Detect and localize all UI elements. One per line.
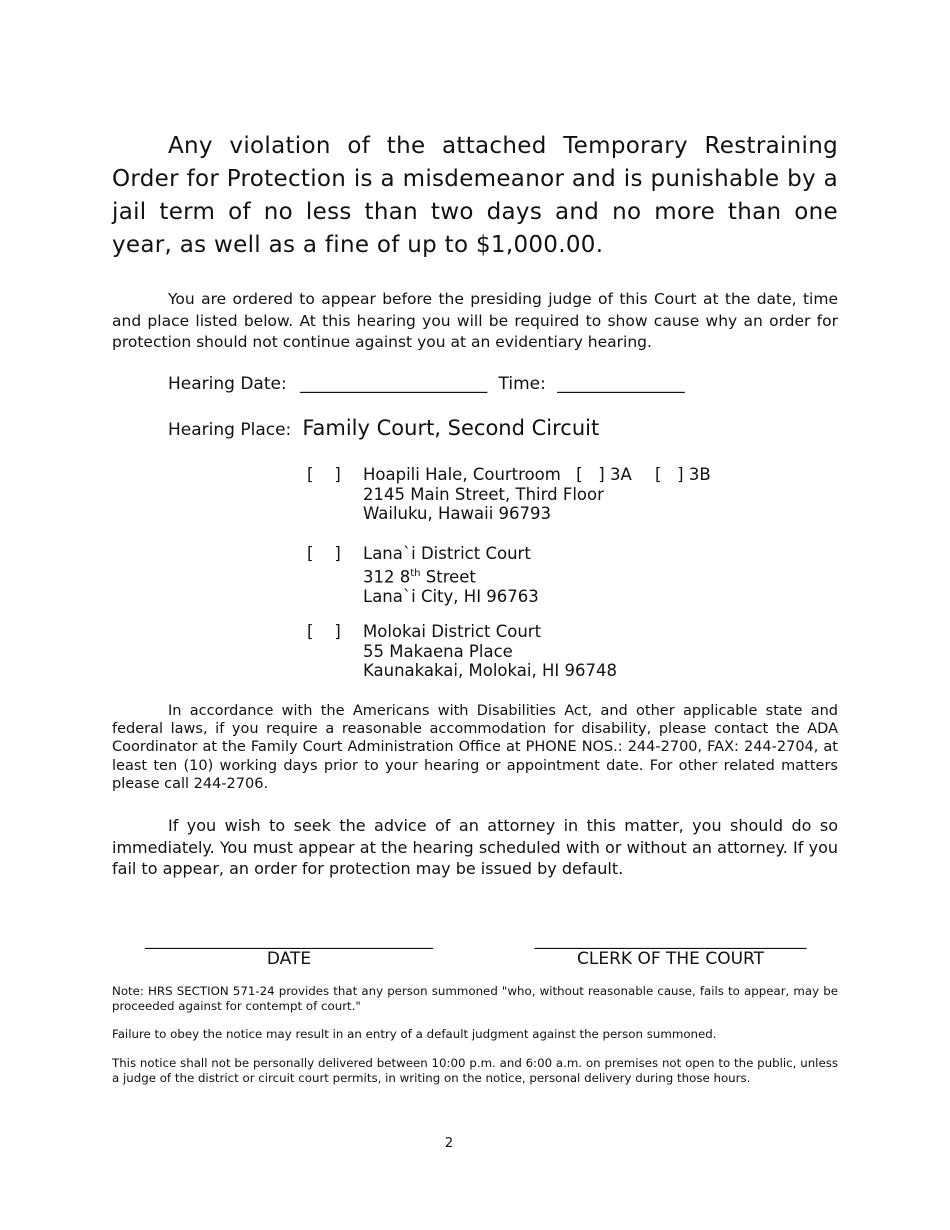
order-to-appear-paragraph: You are ordered to appear before the presiding judge of this Court at the date, time and place listed below. At this hearing you will be required to show cause why an order for protection should not continue against you at an evidentiary hearing. (112, 290, 838, 351)
date-signature-block (112, 930, 466, 969)
location-checkbox: [ ] (307, 544, 341, 563)
note-delivery-hours: This notice shall not be personally delivered between 10:00 p.m. and 6:00 a.m. on premises not open to the public, unless a judge of the district or circuit court permits, in writing on the notice, personal delivery during those hours. (112, 1056, 838, 1085)
hearing-place-row (168, 416, 599, 440)
note-default-judgment: Failure to obey the notice may result in an entry of a default judgment against the person summoned. (112, 1027, 717, 1041)
location-name: Molokai District Court (363, 622, 542, 641)
date-signature-line: ____________________________________ (145, 930, 433, 949)
hearing-place-value: Family Court, Second Circuit (302, 416, 600, 440)
hearing-time-label: Time: (498, 374, 546, 394)
location-name: Lana`i District Court (363, 544, 531, 563)
clerk-signature-block (503, 930, 838, 969)
warning-paragraph: Any violation of the attached Temporary Restraining Order for Protection is a misdemeanor and is punishable by a jail term of no less than two days and no more than one year, as well as a fine of up to $1,000.00. (112, 133, 838, 258)
clerk-signature-line: __________________________________ (534, 930, 807, 949)
location-address-line: 2145 Main Street, Third Floor (363, 484, 604, 504)
page-number: 2 (444, 1136, 454, 1151)
location-name: Hoapili Hale, Courtroom (363, 465, 561, 484)
hearing-date-row (168, 374, 685, 394)
location-city-line: Lana`i City, HI 96763 (363, 586, 539, 606)
hearing-place-label: Hearing Place: (168, 420, 292, 440)
location-address-line: 312 8th Street (363, 567, 476, 586)
hearing-date-blank: ______________________ (300, 374, 488, 394)
location-checkbox: [ ] (307, 622, 341, 641)
note-hrs-section: Note: HRS SECTION 571-24 provides that any person summoned "who, without reasonable cause, fails to appear, may be proceeded against for contempt of court." (112, 984, 838, 1013)
location-city-line: Kaunakakai, Molokai, HI 96748 (363, 661, 617, 680)
courtroom-3b-option: [ ] 3B (654, 465, 711, 484)
attorney-advice-paragraph: If you wish to seek the advice of an attorney in this matter, you should do so immediately. You must appear at the hearing scheduled with or without an attorney. If you fail to appear, an order for protection may be issued by default. (112, 816, 838, 878)
clerk-caption: CLERK OF THE COURT (577, 949, 764, 969)
hearing-time-blank: _______________ (557, 374, 685, 394)
hearing-date-label: Hearing Date: (168, 374, 287, 394)
location-address-line: 55 Makaena Place (363, 641, 513, 661)
location-city-line: Wailuku, Hawaii 96793 (363, 504, 552, 523)
date-caption: DATE (266, 949, 312, 969)
location-checkbox: [ ] (307, 465, 341, 484)
ada-accommodation-paragraph: In accordance with the Americans with Disabilities Act, and other applicable state and federal laws, if you require a reasonable accommodation for disability, please contact the ADA Coordinator at the Family Court Administration Office at PHONE NOS.: 244-2700, FAX: 244-2704, at least ten (10) working days prior to your hearing or appointment date. For other related matters please call 244-2706. (112, 703, 838, 792)
courtroom-3a-option: [ ] 3A (576, 465, 632, 484)
